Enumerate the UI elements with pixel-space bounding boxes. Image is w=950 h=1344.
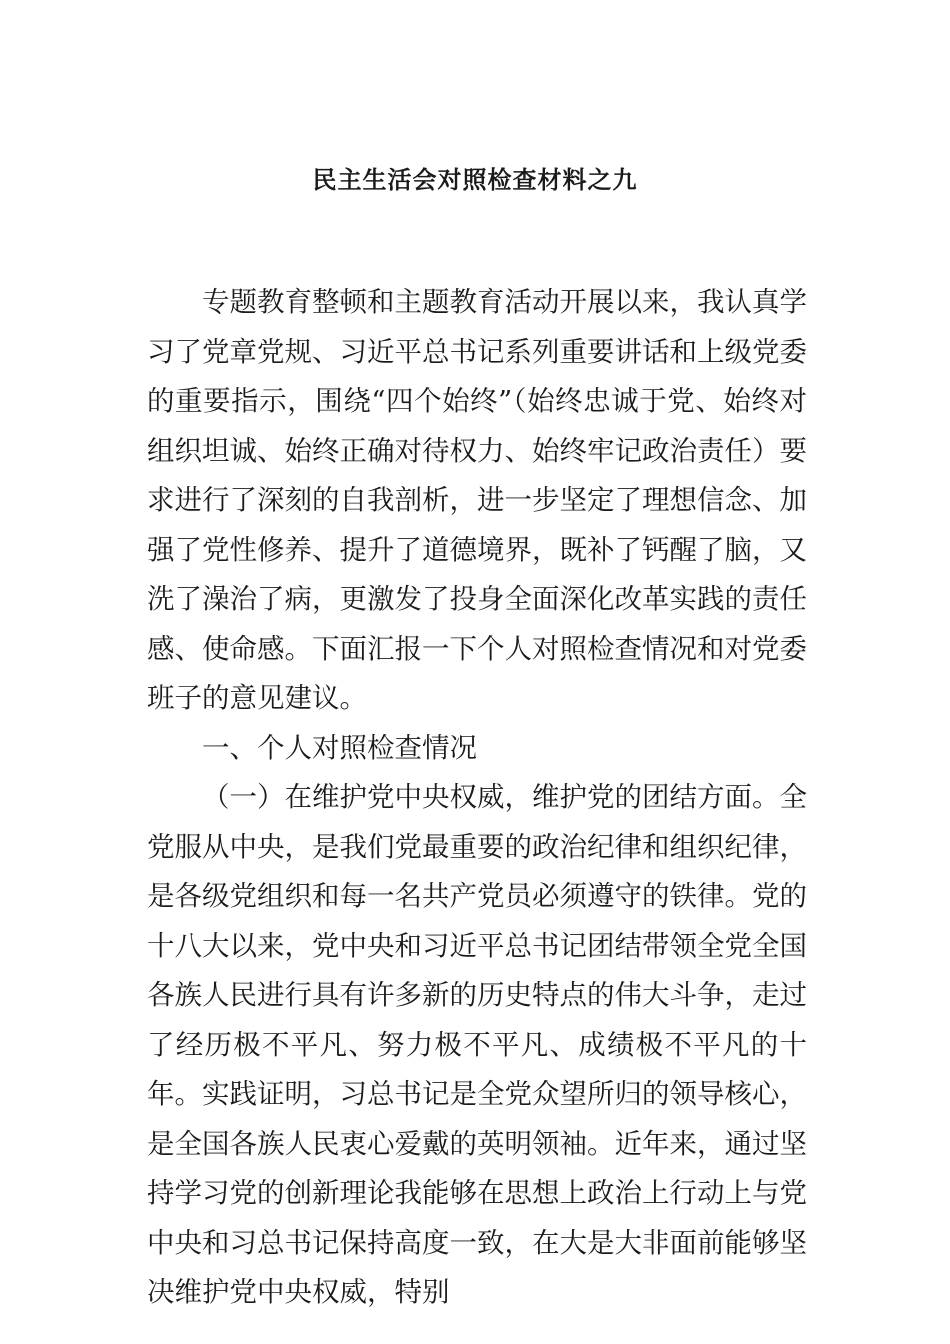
- subsection-paragraph: （一）在维护党中央权威，维护党的团结方面。全党服从中央，是我们党最重要的政治纪律和组织纪律，是各级党组织和每一名共产党员必须遵守的铁律。党的十八大以来，党中央和习近平总书记团结带领全党全国各族人民进行具有许多新的历史特点的伟大斗争，走过了经历极不平凡、努力极不平凡、成绩极不平凡的十年。实践证明，习总书记是全党众望所归的领导核心，是全国各族人民衷心爱戴的英明领袖。近年来，通过坚持学习党的创新理论我能够在思想上政治上行动上与党中央和习总书记保持高度一致，在大是大非面前能够坚决维护党中央权威，特别: [147, 781, 807, 1308]
- document-title: 民主生活会对照检查材料之九: [312, 166, 638, 194]
- section-heading: 一、个人对照检查情况: [202, 731, 477, 764]
- intro-paragraph: 专题教育整顿和主题教育活动开展以来，我认真学习了党章党规、习近平总书记系列重要讲话和上级党委的重要指示，围绕“四个始终”（始终忠诚于党、始终对组织坦诚、始终正确对待权力、始终牢记政治责任）要求进行了深刻的自我剖析，进一步坚定了理想信念、加强了党性修养、提升了道德境界，既补了钙醒了脑，又洗了澡治了病，更激发了投身全面深化改革实践的责任感、使命感。下面汇报一下个人对照检查情况和对党委班子的意见建议。: [147, 286, 807, 714]
- document-body: [147, 278, 807, 1318]
